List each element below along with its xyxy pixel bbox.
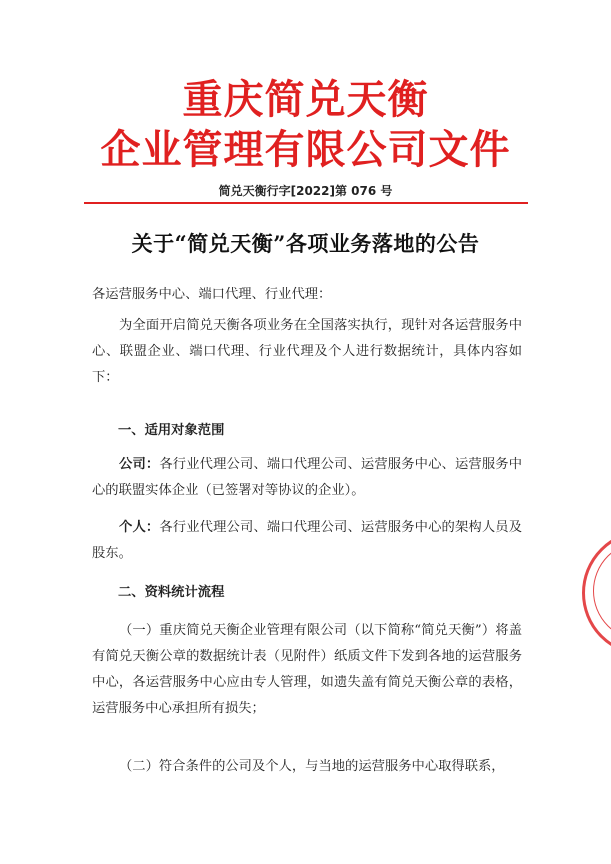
person-label: 个人： bbox=[119, 520, 160, 535]
section2-heading: 二、资料统计流程 bbox=[118, 585, 225, 600]
section1-heading: 一、适用对象范围 bbox=[118, 423, 225, 438]
process-item-1: （一）重庆简兑天衡企业管理有限公司（以下简称“简兑天衡”）将盖有简兑天衡公章的数据统计表（见附件）纸质文件下发到各地的运营服务中心，各运营服务中心应由专人管理，如遗失盖有简兑天衡公章的表格，运营服务中心承担所有损失； bbox=[92, 623, 522, 716]
company-paragraph bbox=[92, 452, 522, 504]
company-text: 各行业代理公司、端口代理公司、运营服务中心、运营服务中心的联盟实体企业（已签署对等协议的企业）。 bbox=[92, 457, 523, 498]
issuer-name-line2: 企业管理有限公司文件 bbox=[100, 126, 511, 173]
document-number: 简兑天衡行字[2022]第 076 号 bbox=[218, 184, 393, 198]
document-title: 关于“简兑天衡”各项业务落地的公告 bbox=[131, 231, 480, 256]
person-paragraph bbox=[92, 515, 522, 567]
salutation: 各运营服务中心、端口代理、行业代理： bbox=[92, 287, 332, 302]
process-item-2: （二）符合条件的公司及个人，与当地的运营服务中心取得联系， bbox=[119, 759, 505, 774]
issuer-name-line1: 重庆简兑天衡 bbox=[182, 76, 429, 123]
intro-paragraph: 为全面开启简兑天衡各项业务在全国落实执行，现针对各运营服务中心、联盟企业、端口代理、行业代理及个人进行数据统计，具体内容如下： bbox=[92, 318, 522, 385]
red-divider bbox=[84, 202, 528, 204]
person-text: 各行业代理公司、端口代理公司、运营服务中心的架构人员及股东。 bbox=[92, 520, 523, 561]
company-seal-stamp bbox=[582, 530, 611, 656]
company-label: 公司： bbox=[119, 457, 160, 472]
seal-inner-ring bbox=[593, 541, 611, 641]
